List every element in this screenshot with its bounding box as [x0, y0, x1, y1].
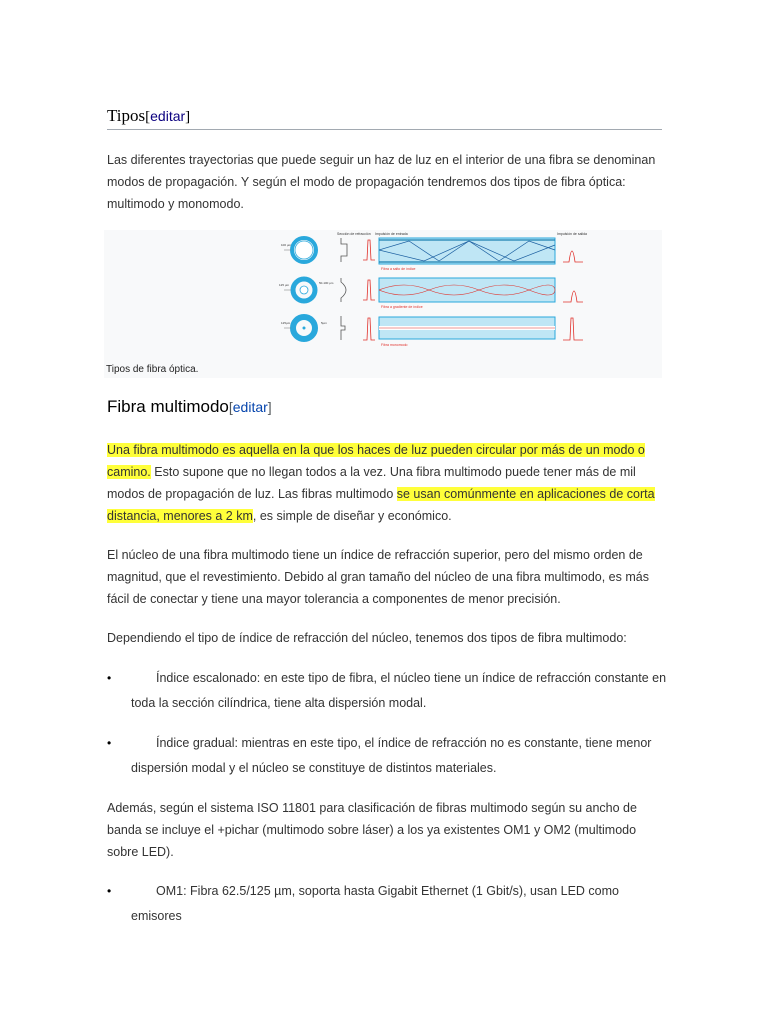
- paragraph-core: El núcleo de una fibra multimodo tiene un índice de refracción superior, pero del mismo orden de magnitud, que el revestimiento. Debido al gran tamaño del núcleo de una fibra multimodo, es más fácil de conectar y tiene una mayor tolerancia a componentes de menor precisión.: [107, 548, 649, 606]
- diameter-label-2b: 50-100 µm: [319, 281, 334, 285]
- fiber-types-figure: [104, 230, 662, 378]
- paragraph-text: , es simple de diseñar y económico.: [252, 509, 452, 523]
- paragraph-multimodo-definition: [107, 439, 667, 527]
- intro-paragraph: Las diferentes trayectorias que puede seguir un haz de luz en el interior de una fibra se denominan modos de propagación. Y según el modo de propagación tendremos dos tipos de fibra óptica: multimodo y monomodo.: [107, 153, 656, 211]
- row-label-2: Fibra a gradiente de índice: [381, 305, 423, 309]
- list-item: [107, 879, 667, 929]
- list-item-text: OM1: Fibra 62.5/125 µm, soporta hasta Gigabit Ethernet (1 Gbit/s), usan LED como emisores: [131, 884, 619, 923]
- output-pulse-2: [563, 291, 583, 302]
- diameter-label-2: 125 µm: [279, 283, 290, 287]
- input-pulse-1: [363, 240, 375, 260]
- refraction-profile-2: [341, 278, 346, 302]
- section-title: Tipos: [107, 106, 146, 125]
- bullet: •: [107, 736, 112, 750]
- highlighted-text: se usan comúnmente en aplicaciones de corta distancia, menores a 2 km: [107, 487, 655, 523]
- row-graded-index: [279, 278, 583, 309]
- list-item: [107, 731, 667, 781]
- diameter-label-3b: 5µm: [321, 321, 327, 325]
- bullet: •: [107, 884, 112, 898]
- edit-bracket-close: ]: [267, 399, 272, 415]
- row-label-3: Fibra monomodo: [381, 343, 408, 347]
- row-step-index: [281, 238, 583, 271]
- list-item-text: Índice gradual: mientras en este tipo, el índice de refracción no es constante, tiene menor dispersión modal y el núcleo se constituye de distintos materiales.: [131, 736, 652, 775]
- output-pulse-1: [563, 251, 583, 262]
- refraction-profile-1: [341, 238, 347, 262]
- col-label-refraction: Sección de refracción: [337, 232, 371, 236]
- figure-caption: Tipos de fibra óptica.: [106, 364, 199, 375]
- col-label-input: Impulsión de entrada: [375, 232, 408, 236]
- edit-bracket-close: ]: [185, 109, 191, 125]
- bullet: •: [107, 671, 112, 685]
- section-heading-multimodo: [107, 397, 272, 417]
- input-pulse-2: [363, 280, 375, 300]
- list-item-text: Índice escalonado: en este tipo de fibra, el núcleo tiene un índice de refracción constante en toda la sección cilíndrica, tiene alta dispersión modal.: [131, 671, 667, 710]
- section-title: Fibra multimodo: [107, 397, 229, 416]
- row-label-1: Fibra a salto de índice: [381, 267, 416, 271]
- input-pulse-3: [363, 318, 375, 340]
- edit-bracket-open: [: [228, 399, 233, 415]
- fiber-diagram: [279, 230, 599, 358]
- col-label-output: Impulsión de salida: [557, 232, 587, 236]
- edit-bracket-open: [: [145, 109, 151, 125]
- highlighted-text: Una fibra multimodo es aquella en la que los haces de luz pueden circular por más de un modo o camino.: [107, 443, 645, 479]
- diameter-label-1: 100 µm: [281, 243, 292, 247]
- row-single-mode: [281, 316, 583, 347]
- edit-link-tipos[interactable]: editar: [150, 108, 186, 124]
- list-item: [107, 666, 667, 716]
- diameter-label-3: 125µm: [281, 321, 291, 325]
- refraction-profile-3: [341, 316, 345, 340]
- section-heading-tipos: [107, 106, 662, 130]
- paragraph-text: Esto supone que no llegan todos a la vez. Una fibra multimodo puede tener más de mil modos de propagación de luz. Las fibras multimodo: [107, 465, 636, 501]
- paragraph-iso: Además, según el sistema ISO 11801 para clasificación de fibras multimodo según su ancho de banda se incluye el +pichar (multimodo sobre láser) a los ya existentes OM1 y OM2 (multimodo sobre LED).: [107, 801, 637, 859]
- paragraph-types-intro: Dependiendo el tipo de índice de refracción del núcleo, tenemos dos tipos de fibra multimodo:: [107, 631, 627, 645]
- edit-link-multimodo[interactable]: editar: [232, 399, 268, 415]
- output-pulse-3: [563, 318, 583, 340]
